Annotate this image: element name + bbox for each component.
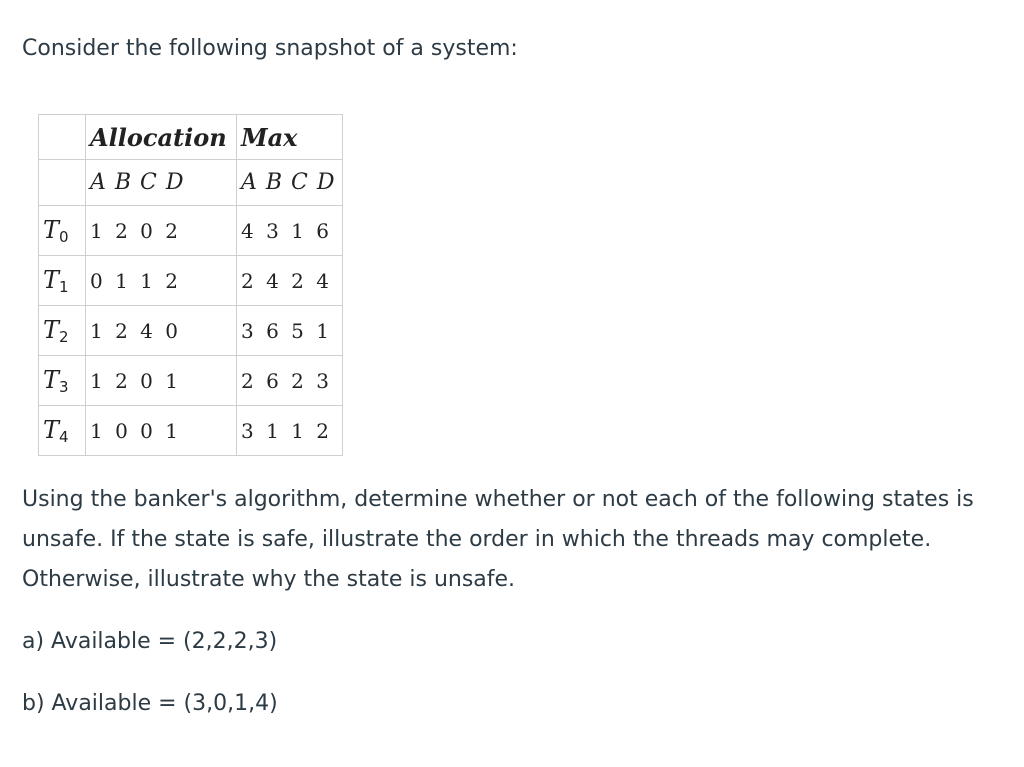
thread-label: $T_1$ [39,256,86,306]
table-row [39,206,343,256]
allocation-header: Allocation [86,115,237,160]
max-value: 3 6 5 1 [237,306,343,356]
table-row [39,406,343,456]
allocation-value: 0 1 1 2 [86,256,237,306]
allocation-resources: A B C D [86,160,237,206]
table-row [39,256,343,306]
thread-label: $T_3$ [39,356,86,406]
allocation-value: 1 2 4 0 [86,306,237,356]
max-header: Max [237,115,343,160]
option-a-text: a) Available = (2,2,2,3) [22,629,278,654]
intro-text: Consider the following snapshot of a system: [22,36,518,61]
table-subheader-row [39,160,343,206]
thread-label: $T_2$ [39,306,86,356]
table-corner-cell [39,160,86,206]
table-row [39,306,343,356]
option-b-text: b) Available = (3,0,1,4) [22,691,278,716]
allocation-value: 1 2 0 2 [86,206,237,256]
max-value: 2 6 2 3 [237,356,343,406]
max-resources: A B C D [237,160,343,206]
snapshot-table [38,114,343,456]
table-header-row [39,115,343,160]
max-value: 3 1 1 2 [237,406,343,456]
table-corner-cell [39,115,86,160]
question-text: Using the banker's algorithm, determine whether or not each of the following states is unsafe. If the state is safe, illustrate the order in which the threads may complete. Otherwise, illustrate why the state is unsafe. [22,487,974,592]
allocation-value: 1 0 0 1 [86,406,237,456]
thread-label: $T_4$ [39,406,86,456]
table-row [39,356,343,406]
thread-label: $T_0$ [39,206,86,256]
max-value: 4 3 1 6 [237,206,343,256]
allocation-value: 1 2 0 1 [86,356,237,406]
max-value: 2 4 2 4 [237,256,343,306]
